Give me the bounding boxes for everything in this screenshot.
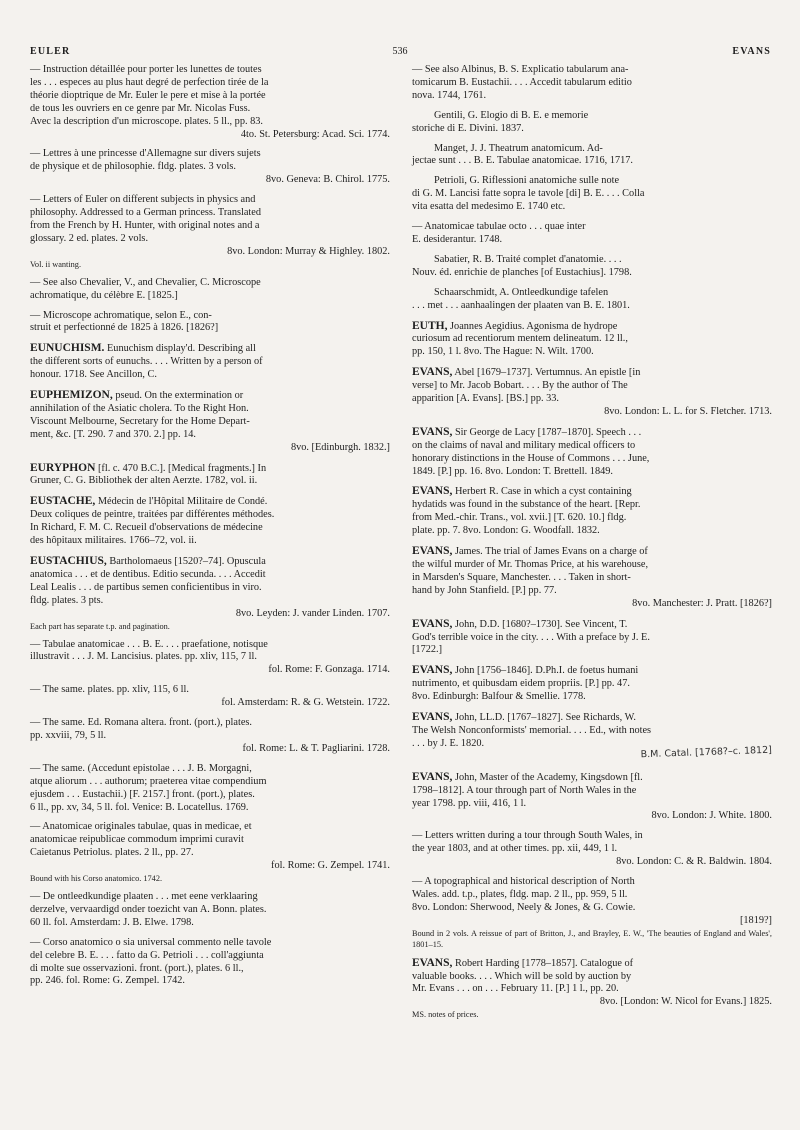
entry-line: 6 ll., pp. xv, 34, 5 ll. fol. Venice: B. Locatellus. 1769. — [30, 801, 249, 813]
entry-heading: EUNUCHISM. — [30, 342, 105, 355]
catalogue-entry — [30, 717, 390, 756]
entry-line: Gruner, C. G. Bibliothek der alten Aerzte. 1782, vol. ii. — [30, 475, 258, 487]
entry-imprint: 8vo. Geneva: B. Chirol. 1775. — [265, 174, 390, 186]
entry-line: Petrioli, G. Riflessioni anatomiche sulle note — [434, 175, 620, 187]
catalogue-entry — [30, 937, 390, 989]
entry-first-line: EVANS, James. The trial of James Evans on a charge of — [412, 545, 648, 558]
entry-line: nutrimento, et quibusdam eidem propriis. [P.] pp. 47. — [412, 678, 630, 690]
entry-line: valuable books. . . . Which will be sold by auction by — [412, 970, 632, 982]
entry-line: jectae sunt . . . B. E. Tabulae anatomicae. 1716, 1717. — [412, 155, 633, 167]
entry-first-line: EVANS, John, LL.D. [1767–1827]. See Richards, W. — [412, 711, 636, 724]
entry-first-line: EVANS, Sir George de Lacy [1787–1870]. Speech . . . — [412, 425, 642, 438]
entry-line: glossary. 2 ed. plates. 2 vols. — [30, 232, 149, 244]
left-column — [30, 64, 390, 995]
entry-line: plate. pp. 7. 8vo. London: G. Woodfall. 1832. — [412, 525, 600, 537]
entry-line: — Lettres à une princesse d'Allemagne sur divers sujets — [30, 148, 261, 160]
entry-first-line: EUNUCHISM. Eunuchism display'd. Describing all — [30, 342, 256, 355]
entry-imprint: fol. Rome: L. & T. Pagliarini. 1728. — [242, 742, 390, 754]
entry-imprint: 8vo. [London: W. Nicol for Evans.] 1825. — [599, 996, 772, 1008]
entry-line: théorie dioptrique de Mr. Euler le pere et mise à la portée — [30, 89, 266, 101]
entry-imprint: 8vo. Manchester: J. Pratt. [1826?] — [632, 597, 772, 609]
catalogue-entry — [412, 143, 772, 169]
entry-line: Viscount Melbourne, Secretary for the Home Depart- — [30, 415, 250, 427]
entry-line: — The same. Ed. Romana altera. front. (port.), plates. — [30, 717, 252, 729]
entry-heading: EURYPHON — [30, 461, 96, 474]
header-right-guide: EVANS — [732, 46, 771, 57]
catalogue-entry — [30, 194, 390, 270]
entry-imprint: fol. Rome: F. Gonzaga. 1714. — [268, 664, 390, 676]
catalogue-entry — [30, 389, 390, 455]
entry-heading: EVANS, — [412, 770, 453, 783]
entry-imprint: [1819?] — [739, 914, 772, 926]
catalogue-entry — [412, 876, 772, 950]
catalogue-entry — [30, 639, 390, 678]
entry-line: tomicarum B. Eustachii. . . . Accedit tabularum editio — [412, 76, 632, 88]
catalogue-entry — [30, 763, 390, 815]
catalogue-entry — [412, 426, 772, 479]
entry-line: del celebre B. E. . . . fatto da G. Petrioli . . . coll'aggiunta — [30, 949, 264, 961]
catalogue-entry — [412, 175, 772, 214]
entry-line: — Microscope achromatique, selon E., con- — [30, 309, 212, 321]
catalogue-entry — [412, 64, 772, 103]
entry-line: The Welsh Nonconformists' memorial. . . . Ed., with notes — [412, 724, 652, 736]
entry-line: nova. 1744, 1761. — [412, 89, 487, 101]
catalogue-entry — [412, 664, 772, 704]
catalogue-entry — [412, 545, 772, 611]
catalogue-entry — [412, 320, 772, 360]
entry-line: Manget, J. J. Theatrum anatomicum. Ad- — [434, 142, 603, 154]
entry-line: de tous les ouvriers en ce genre par Mr. Nicolas Fuss. — [30, 102, 251, 114]
handwritten-annotation: B.M. Catal. [1768?–c. 1812] — [640, 744, 773, 761]
entry-line: 60 ll. fol. Amsterdam: J. B. Elwe. 1798. — [30, 916, 194, 928]
entry-line: — The same. plates. pp. xliv, 115, 6 ll. — [30, 684, 189, 696]
catalogue-entry — [30, 310, 390, 336]
catalogue-entry — [412, 366, 772, 419]
entry-line: struit et perfectionné de 1825 à 1826. [1826?] — [30, 322, 219, 334]
catalogue-entry — [412, 287, 772, 313]
catalogue-entry — [412, 830, 772, 869]
entry-line: Avec la description d'un microscope. plates. 5 ll., pp. 83. — [30, 115, 264, 127]
catalogue-entry — [412, 957, 772, 1021]
entry-line: Sabatier, R. B. Traité complet d'anatomie. . . . — [434, 253, 622, 265]
entry-heading: EVANS, — [412, 664, 453, 677]
catalogue-entry — [30, 277, 390, 303]
entry-line: — Instruction détaillée pour porter les lunettes de toutes — [30, 64, 262, 75]
entry-line: annihilation of the Asiatic cholera. To the Right Hon. — [30, 402, 249, 414]
entry-line: Wales. add. t.p., plates, fldg. map. 2 ll., pp. 959, 5 ll. — [412, 888, 628, 900]
entry-line: apparition [A. Evans]. [BS.] pp. 33. — [412, 393, 559, 405]
catalogue-entry — [30, 64, 390, 141]
entry-line: honorary distinctions in the House of Commons . . . June, — [412, 452, 650, 464]
entry-line: Gentili, G. Elogio di B. E. e memorie — [434, 109, 589, 121]
entry-line: 1849. [P.] pp. 16. 8vo. London: T. Brettell. 1849. — [412, 465, 613, 477]
entry-heading: EUSTACHE, — [30, 495, 96, 508]
entry-line: illustravit . . . J. M. Lancisius. plates. pp. xliv, 115, 7 ll. — [30, 651, 257, 663]
entry-line: — The same. (Accedunt epistolae . . . J. B. Morgagni, — [30, 762, 252, 774]
entry-first-line: EUPHEMIZON, pseud. On the extermination or — [30, 389, 244, 402]
entry-line: E. desiderantur. 1748. — [412, 233, 503, 245]
entry-line: in Marsden's Square, Manchester. . . . Taken in short- — [412, 571, 631, 583]
entry-line: des hôpitaux militaires. 1766–72, vol. ii. — [30, 535, 197, 547]
entry-line: In Richard, F. M. C. Recueil d'observations de médecine — [30, 522, 263, 534]
entry-line: on the claims of naval and military medical officers to — [412, 439, 636, 451]
entry-first-line: EUTH, Joannes Aegidius. Agonisma de hydrope — [412, 319, 618, 332]
entry-first-line: EVANS, John, D.D. [1680?–1730]. See Vincent, T. — [412, 617, 628, 630]
entry-heading: EVANS, — [412, 617, 453, 630]
entry-imprint: fol. Amsterdam: R. & G. Wetstein. 1722. — [221, 697, 390, 709]
entry-imprint: 4to. St. Petersburg: Acad. Sci. 1774. — [240, 128, 390, 140]
entry-line: ejusdem . . . Eustachii.) [F. 2157.] front. (port.), plates. — [30, 788, 255, 800]
entry-line: year 1798. pp. viii, 416, 1 l. — [412, 797, 527, 809]
entry-line: Caietanus Petriolus. plates. 2 ll., pp. 27. — [30, 847, 194, 859]
entry-line: . . . met . . . aanhaalingen der plaaten van B. E. 1801. — [412, 299, 630, 311]
entry-first-line: EVANS, Abel [1679–1737]. Vertumnus. An epistle [in — [412, 366, 641, 379]
entry-imprint: fol. Rome: G. Zempel. 1741. — [271, 860, 390, 872]
entry-note: Bound with his Corso anatomico. 1742. — [30, 874, 163, 884]
entry-first-line: EUSTACHIUS, Bartholomaeus [1520?–74]. Opuscula — [30, 555, 266, 567]
entry-line: — Corso anatomico o sia universal commento nelle tavole — [30, 936, 272, 948]
entry-line: Mr. Evans . . . on . . . February 11. [P.] 1 l., pp. 20. — [412, 983, 619, 995]
entry-line: di G. M. Lancisi fatte sopra le tavole [di] B. E. . . . Colla — [412, 188, 645, 200]
entry-note: MS. notes of prices. — [412, 1010, 479, 1020]
entry-line: hand by John Stanfield. [P.] pp. 77. — [412, 584, 557, 596]
entry-line: anatomica . . . et de dentibus. Editio secunda. . . . Accedit — [30, 568, 266, 580]
entry-line: de physique et de philosophie. fldg. plates. 3 vols. — [30, 161, 236, 173]
entry-first-line: EVANS, John [1756–1846]. D.Ph.I. de foetus humani — [412, 664, 639, 677]
entry-line: Deux coliques de peintre, traitées par différentes méthodes. — [30, 509, 275, 521]
entry-line: from the French by H. Hunter, with original notes and a — [30, 219, 260, 231]
entry-heading: EVANS, — [412, 545, 453, 558]
entry-imprint: 8vo. [Edinburgh. 1832.] — [290, 441, 390, 453]
entry-imprint: 8vo. London: J. White. 1800. — [651, 810, 772, 822]
entry-line: curiosum ad recentiorum mentem delineatum. 12 ll., — [412, 333, 628, 345]
entry-line: the different sorts of eunuchs. . . . Written by a person of — [30, 356, 263, 368]
entry-line: — Letters written during a tour through South Wales, in — [412, 830, 643, 842]
right-column — [412, 64, 772, 1027]
entry-line: God's terrible voice in the city. . . . With a preface by J. E. — [412, 631, 650, 643]
catalogue-entry — [30, 891, 390, 930]
entry-imprint: 8vo. Leyden: J. vander Linden. 1707. — [235, 607, 390, 619]
entry-heading: EUPHEMIZON, — [30, 389, 113, 402]
entry-line: . . . by J. E. 1820. — [412, 737, 485, 749]
entry-line: atque aliorum . . . authorum; praeterea vitae compendium — [30, 775, 267, 787]
entry-first-line: EVANS, Herbert R. Case in which a cyst containing — [412, 485, 632, 498]
entry-line: the wilful murder of Mr. Thomas Price, at his warehouse, — [412, 559, 649, 570]
entry-heading: EVANS, — [412, 956, 453, 969]
header-left-guide: EULER — [30, 46, 71, 57]
catalogue-entry — [30, 495, 390, 548]
catalogue-entry — [412, 485, 772, 538]
entry-line: verse] to Mr. Jacob Bobart. . . . By the author of The — [412, 380, 628, 392]
catalogue-entry — [30, 555, 390, 632]
entry-line: di molte sue osservazioni. front. (port.), plates. 6 ll., — [30, 962, 244, 974]
catalogue-entry — [30, 148, 390, 187]
catalogue-entry — [30, 684, 390, 710]
entry-heading: EVANS, — [412, 711, 453, 724]
catalogue-entry — [412, 221, 772, 247]
entry-first-line: EVANS, John, Master of the Academy, Kingsdown [fl. — [412, 770, 643, 783]
catalogue-entry — [412, 110, 772, 136]
entry-first-line: EURYPHON [fl. c. 470 B.C.]. [Medical fragments.] In — [30, 461, 267, 474]
entry-line: pp. 246. fol. Rome: G. Zempel. 1742. — [30, 975, 186, 987]
entry-line: les . . . especes au plus haut degré de perfection tirée de la — [30, 76, 269, 88]
entry-line: Schaarschmidt, A. Ontleedkundige tafelen — [434, 286, 609, 298]
entry-line: — Tabulae anatomicae . . . B. E. . . . praefatione, notisque — [30, 638, 268, 650]
entry-line: ment, &c. [T. 290. 7 and 370. 2.] pp. 14. — [30, 428, 196, 440]
entry-heading: EUTH, — [412, 319, 448, 332]
entry-line: — De ontleedkundige plaaten . . . met eene verklaaring — [30, 891, 258, 903]
entry-line: Leal Lealis . . . de partibus semen conficientibus in viro. — [30, 581, 262, 593]
entry-line: Nouv. éd. enrichie de planches [of Eustachius]. 1798. — [412, 266, 632, 278]
entry-line: — Anatomicae tabulae octo . . . quae inter — [412, 221, 586, 233]
entry-line: — Anatomicae originales tabulae, quas in medicae, et — [30, 821, 252, 833]
entry-note: Each part has separate t.p. and pagination. — [30, 621, 170, 631]
entry-line: — Letters of Euler on different subjects in physics and — [30, 194, 256, 206]
entry-line: honour. 1718. See Ancillon, C. — [30, 369, 157, 381]
catalogue-entry — [412, 771, 772, 824]
entry-heading: EVANS, — [412, 485, 453, 498]
entry-line: from Med.-chir. Trans., vol. xvii.] [T. 620. 10.] fldg. — [412, 512, 627, 524]
entry-line: anatomicae reipublicae commodum imprimi curavit — [30, 834, 244, 846]
entry-line: hydatids was found in the substance of the heart. [Repr. — [412, 499, 641, 511]
entry-line: — See also Chevalier, V., and Chevalier, C. Microscope — [30, 276, 261, 288]
entry-line: 8vo. Edinburgh: Balfour & Smellie. 1778. — [412, 691, 586, 703]
entry-line: the year 1803, and at other times. pp. xii, 449, 1 l. — [412, 843, 618, 855]
entry-heading: EVANS, — [412, 366, 453, 379]
catalogue-entry — [412, 711, 772, 764]
entry-line: 1798–1812]. A tour through part of North Wales in the — [412, 784, 637, 796]
entry-note: Vol. ii wanting. — [30, 259, 82, 269]
entry-line: fldg. plates. 3 pts. — [30, 594, 104, 606]
entry-line: 8vo. London: Sherwood, Neely & Jones, & G. Cowie. — [412, 901, 636, 913]
entry-first-line: EUSTACHE, Médecin de l'Hôpital Militaire de Condé. — [30, 495, 268, 508]
entry-heading: EVANS, — [412, 425, 453, 438]
catalogue-entry — [412, 618, 772, 658]
page-number: 536 — [392, 46, 408, 57]
entry-line: vita esatta del medesimo E. 1740 etc. — [412, 201, 566, 213]
entry-heading: EUSTACHIUS, — [30, 555, 107, 567]
entry-line: pp. 150, 1 l. 8vo. The Hague: N. Wilt. 1700. — [412, 346, 594, 358]
entry-line: pp. xxviii, 79, 5 ll. — [30, 729, 107, 741]
catalogue-entry — [30, 462, 390, 489]
entry-line: — See also Albinus, B. S. Explicatio tabularum ana- — [412, 64, 629, 75]
catalogue-entry — [30, 821, 390, 884]
entry-line: derzelve, vervaardigd onder toezicht van A. Bonn. plates. — [30, 903, 267, 915]
entry-imprint: 8vo. London: Murray & Highley. 1802. — [227, 245, 390, 257]
entry-line: achromatique, du célèbre E. [1825.] — [30, 289, 178, 301]
entry-line: — A topographical and historical description of North — [412, 876, 635, 888]
entry-line: storiche di E. Divini. 1837. — [412, 122, 524, 134]
catalogue-entry — [30, 342, 390, 382]
catalogue-entry — [412, 254, 772, 280]
entry-note: Bound in 2 vols. A reissue of part of Britton, J., and Brayley, E. W., 'The beauties of England and Wales', 1801–15. — [412, 928, 772, 949]
entry-line: philosophy. Addressed to a German princess. Translated — [30, 207, 261, 219]
entry-first-line: EVANS, Robert Harding [1778–1857]. Catalogue of — [412, 956, 634, 969]
entry-line: [1722.] — [412, 644, 443, 656]
entry-imprint: 8vo. London: C. & R. Baldwin. 1804. — [616, 856, 772, 868]
entry-imprint: 8vo. London: L. L. for S. Fletcher. 1713. — [604, 405, 772, 417]
